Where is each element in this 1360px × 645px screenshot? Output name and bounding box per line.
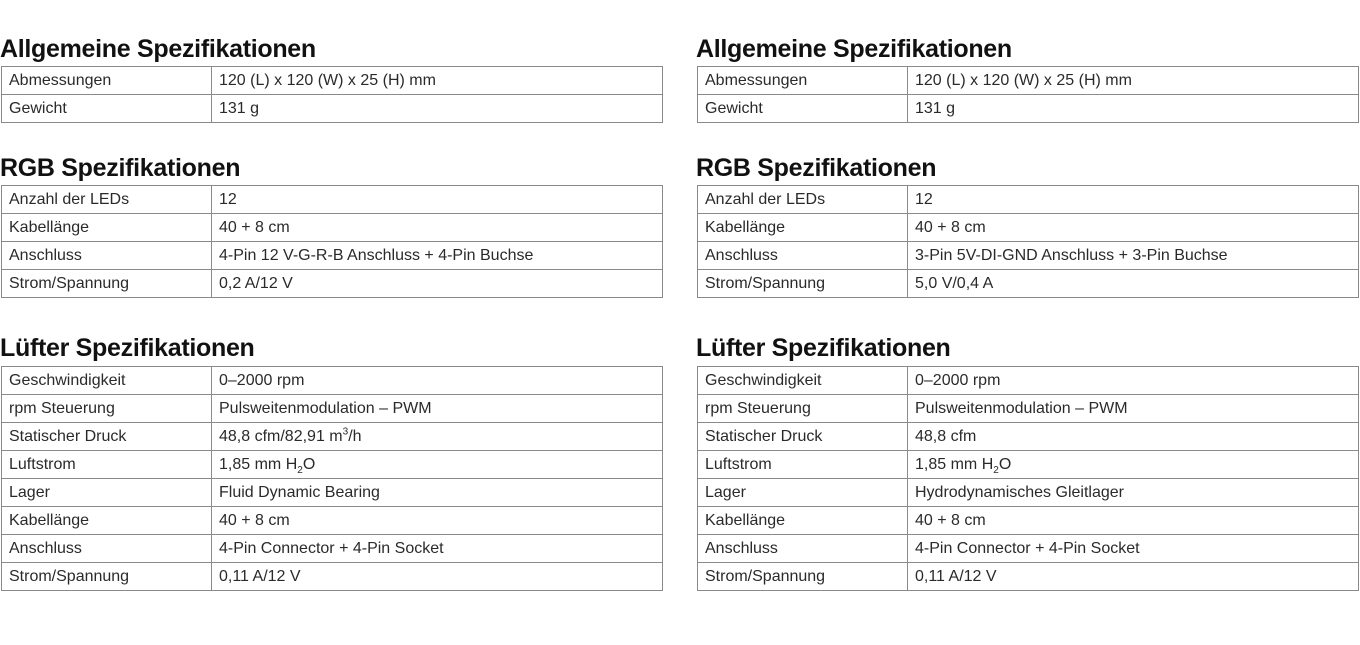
spec-label: Kabellänge xyxy=(698,507,908,535)
spec-value-text: 48,8 cfm/82,91 m xyxy=(219,428,343,445)
spec-table-rgb xyxy=(1,185,663,298)
spec-label: Kabellänge xyxy=(2,507,212,535)
spec-value: 5,0 V/0,4 A xyxy=(908,270,1359,298)
superscript: 3 xyxy=(342,426,349,438)
table-row xyxy=(698,395,1359,423)
spec-value-tail: O xyxy=(998,456,1012,473)
spec-value xyxy=(212,423,663,451)
spec-value: 40 + 8 cm xyxy=(908,214,1359,242)
table-row xyxy=(698,95,1359,123)
spec-label: Anschluss xyxy=(2,242,212,270)
table-row xyxy=(698,367,1359,395)
spec-label: rpm Steuerung xyxy=(2,395,212,423)
spec-label: Gewicht xyxy=(2,95,212,123)
spec-label: rpm Steuerung xyxy=(698,395,908,423)
table-row xyxy=(698,67,1359,95)
spec-value: 40 + 8 cm xyxy=(212,507,663,535)
spec-label: Anzahl der LEDs xyxy=(698,186,908,214)
spec-label: Lager xyxy=(698,479,908,507)
spec-label: Anschluss xyxy=(2,535,212,563)
table-row xyxy=(2,270,663,298)
spec-value: Hydrodynamisches Gleitlager xyxy=(908,479,1359,507)
spec-value: 0,2 A/12 V xyxy=(212,270,663,298)
spec-value: 4-Pin Connector + 4-Pin Socket xyxy=(908,535,1359,563)
spec-value xyxy=(908,451,1359,479)
table-row xyxy=(698,270,1359,298)
spec-label: Strom/Spannung xyxy=(2,270,212,298)
spec-value: 0–2000 rpm xyxy=(212,367,663,395)
subscript: 2 xyxy=(297,465,303,477)
spec-value: 40 + 8 cm xyxy=(212,214,663,242)
table-row xyxy=(2,507,663,535)
spec-label: Lager xyxy=(2,479,212,507)
table-row xyxy=(2,367,663,395)
spec-label: Anschluss xyxy=(698,242,908,270)
table-row xyxy=(2,95,663,123)
spec-label: Geschwindigkeit xyxy=(2,367,212,395)
spec-value: 48,8 cfm xyxy=(908,423,1359,451)
spec-value: 3-Pin 5V-DI-GND Anschluss + 3-Pin Buchse xyxy=(908,242,1359,270)
table-row xyxy=(698,563,1359,591)
section-title-fan: Lüfter Spezifikationen xyxy=(696,334,951,362)
spec-value xyxy=(212,451,663,479)
table-row xyxy=(698,242,1359,270)
spec-label: Abmessungen xyxy=(2,67,212,95)
spec-table-general xyxy=(697,66,1359,123)
table-row xyxy=(2,395,663,423)
spec-value: 0–2000 rpm xyxy=(908,367,1359,395)
spec-value-text: 1,85 mm H xyxy=(219,456,298,473)
spec-value: 12 xyxy=(908,186,1359,214)
spec-table-rgb xyxy=(697,185,1359,298)
table-row xyxy=(698,186,1359,214)
spec-value: 120 (L) x 120 (W) x 25 (H) mm xyxy=(212,67,663,95)
spec-label: Kabellänge xyxy=(2,214,212,242)
spec-label: Anzahl der LEDs xyxy=(2,186,212,214)
spec-value: Pulsweitenmodulation – PWM xyxy=(908,395,1359,423)
section-title-general: Allgemeine Spezifikationen xyxy=(696,35,1012,63)
spec-label: Gewicht xyxy=(698,95,908,123)
spec-label: Luftstrom xyxy=(698,451,908,479)
spec-value: 12 xyxy=(212,186,663,214)
section-title-fan: Lüfter Spezifikationen xyxy=(0,334,255,362)
table-row xyxy=(2,242,663,270)
table-row xyxy=(698,507,1359,535)
spec-value: Fluid Dynamic Bearing xyxy=(212,479,663,507)
spec-table-fan xyxy=(697,366,1359,591)
spec-label: Statischer Druck xyxy=(698,423,908,451)
spec-label: Statischer Druck xyxy=(2,423,212,451)
section-title-rgb: RGB Spezifikationen xyxy=(696,154,937,182)
table-row xyxy=(2,67,663,95)
spec-label: Anschluss xyxy=(698,535,908,563)
spec-table-fan xyxy=(1,366,663,591)
spec-value: 40 + 8 cm xyxy=(908,507,1359,535)
spec-value: 0,11 A/12 V xyxy=(908,563,1359,591)
table-row xyxy=(2,479,663,507)
spec-value-tail: /h xyxy=(348,428,362,445)
spec-value-text: 1,85 mm H xyxy=(915,456,994,473)
spec-label: Strom/Spannung xyxy=(698,270,908,298)
subscript: 2 xyxy=(993,465,999,477)
spec-label: Geschwindigkeit xyxy=(698,367,908,395)
table-row xyxy=(698,423,1359,451)
table-row xyxy=(698,451,1359,479)
spec-label: Strom/Spannung xyxy=(698,563,908,591)
spec-label: Abmessungen xyxy=(698,67,908,95)
table-row xyxy=(2,186,663,214)
spec-label: Kabellänge xyxy=(698,214,908,242)
spec-value: 0,11 A/12 V xyxy=(212,563,663,591)
section-title-general: Allgemeine Spezifikationen xyxy=(0,35,316,63)
table-row xyxy=(2,535,663,563)
spec-value: 4-Pin Connector + 4-Pin Socket xyxy=(212,535,663,563)
table-row xyxy=(698,479,1359,507)
spec-label: Strom/Spannung xyxy=(2,563,212,591)
spec-value: Pulsweitenmodulation – PWM xyxy=(212,395,663,423)
spec-value: 4-Pin 12 V-G-R-B Anschluss + 4-Pin Buchse xyxy=(212,242,663,270)
table-row xyxy=(2,451,663,479)
spec-table-general xyxy=(1,66,663,123)
spec-value: 131 g xyxy=(908,95,1359,123)
table-row xyxy=(698,214,1359,242)
spec-value: 120 (L) x 120 (W) x 25 (H) mm xyxy=(908,67,1359,95)
spec-value: 131 g xyxy=(212,95,663,123)
table-row xyxy=(2,423,663,451)
spec-value-tail: O xyxy=(302,456,316,473)
section-title-rgb: RGB Spezifikationen xyxy=(0,154,241,182)
table-row xyxy=(698,535,1359,563)
table-row xyxy=(2,563,663,591)
table-row xyxy=(2,214,663,242)
spec-label: Luftstrom xyxy=(2,451,212,479)
